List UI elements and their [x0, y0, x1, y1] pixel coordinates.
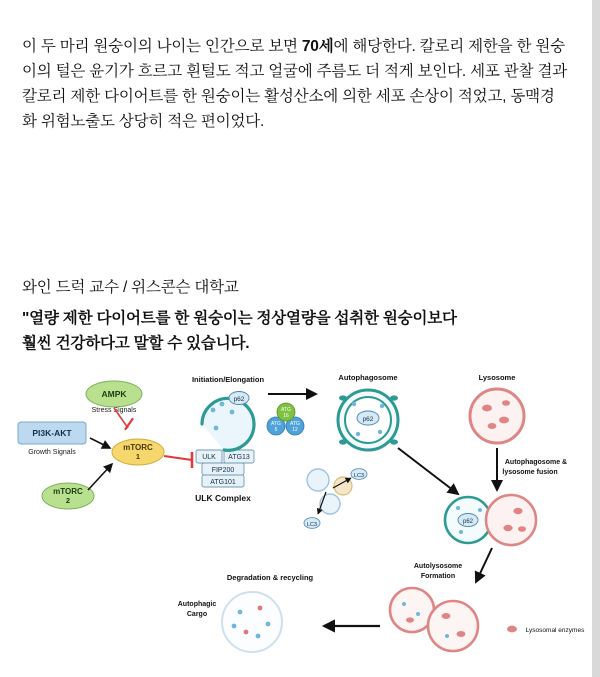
svg-text:12: 12 — [292, 427, 298, 433]
svg-text:p62: p62 — [362, 416, 374, 423]
svg-text:Degradation & recycling: Degradation & recycling — [226, 573, 314, 582]
paragraph-two — [0, 275, 590, 356]
svg-text:ULK: ULK — [202, 454, 216, 461]
svg-text:Stress Signals: Stress Signals — [91, 407, 137, 414]
svg-text:5: 5 — [274, 427, 278, 433]
svg-text:mTORC: mTORC — [123, 443, 153, 452]
age-highlight: 70세 — [301, 38, 334, 55]
svg-text:Autophagic: Autophagic — [177, 601, 217, 608]
svg-text:p62: p62 — [233, 396, 245, 403]
svg-text:Initiation/Elongation: Initiation/Elongation — [191, 375, 265, 384]
svg-text:16: 16 — [283, 413, 289, 419]
quote-line-1: "열량 제한 다이어트를 한 원숭이는 정상열량을 섭취한 원숭이보다 — [22, 310, 457, 328]
svg-text:LC3: LC3 — [306, 522, 318, 528]
svg-text:ATG: ATG — [271, 421, 281, 427]
paragraph-one-text: 이 두 마리 원숭이의 나이는 인간으로 보면 70세에 해당한다. 칼로리 제한을 한 원숭이의 털은 윤기가 흐르고 흰털도 적고 얼굴에 주름도 더 적게 보인다. 세포 관찰 결과 칼로리 제한 다이어트를 한 원숭이는 활성산소에 의한 세포 손상이 적었고, 동맥경화 위험노출도 상당히 적은 편이었다. — [22, 38, 568, 131]
svg-text:ATG101: ATG101 — [210, 479, 236, 486]
svg-text:ATG13: ATG13 — [228, 454, 250, 461]
svg-text:AMPK: AMPK — [101, 389, 127, 399]
svg-text:ATG: ATG — [290, 421, 300, 427]
svg-text:Lysosomal enzymes: Lysosomal enzymes — [525, 627, 585, 634]
svg-text:p62: p62 — [462, 519, 474, 525]
quote-line-2: 훨씬 건강하다고 말할 수 있습니다. — [22, 335, 250, 353]
svg-text:FIP200: FIP200 — [211, 467, 235, 474]
svg-text:1: 1 — [135, 452, 141, 461]
attribution-line: 와인 드럭 교수 / 위스콘슨 대학교 — [22, 279, 239, 296]
svg-text:Autolysosome: Autolysosome — [413, 563, 463, 570]
svg-text:Lysosome: Lysosome — [478, 373, 516, 382]
svg-text:lysosome fusion: lysosome fusion — [502, 469, 558, 476]
svg-text:PI3K-AKT: PI3K-AKT — [32, 428, 72, 438]
svg-text:Autophagosome: Autophagosome — [338, 373, 398, 382]
svg-text:Cargo: Cargo — [186, 611, 208, 618]
svg-text:mTORC: mTORC — [53, 487, 83, 496]
svg-text:LC3: LC3 — [353, 473, 365, 479]
svg-text:ULK Complex: ULK Complex — [195, 493, 251, 503]
svg-text:Autophagosome &: Autophagosome & — [504, 459, 568, 466]
paragraph-one — [0, 34, 590, 134]
svg-text:Formation: Formation — [420, 573, 456, 580]
svg-text:ATG: ATG — [281, 407, 291, 413]
svg-text:Growth Signals: Growth Signals — [28, 449, 76, 456]
autophagy-diagram — [6, 368, 594, 668]
svg-text:2: 2 — [65, 496, 71, 505]
